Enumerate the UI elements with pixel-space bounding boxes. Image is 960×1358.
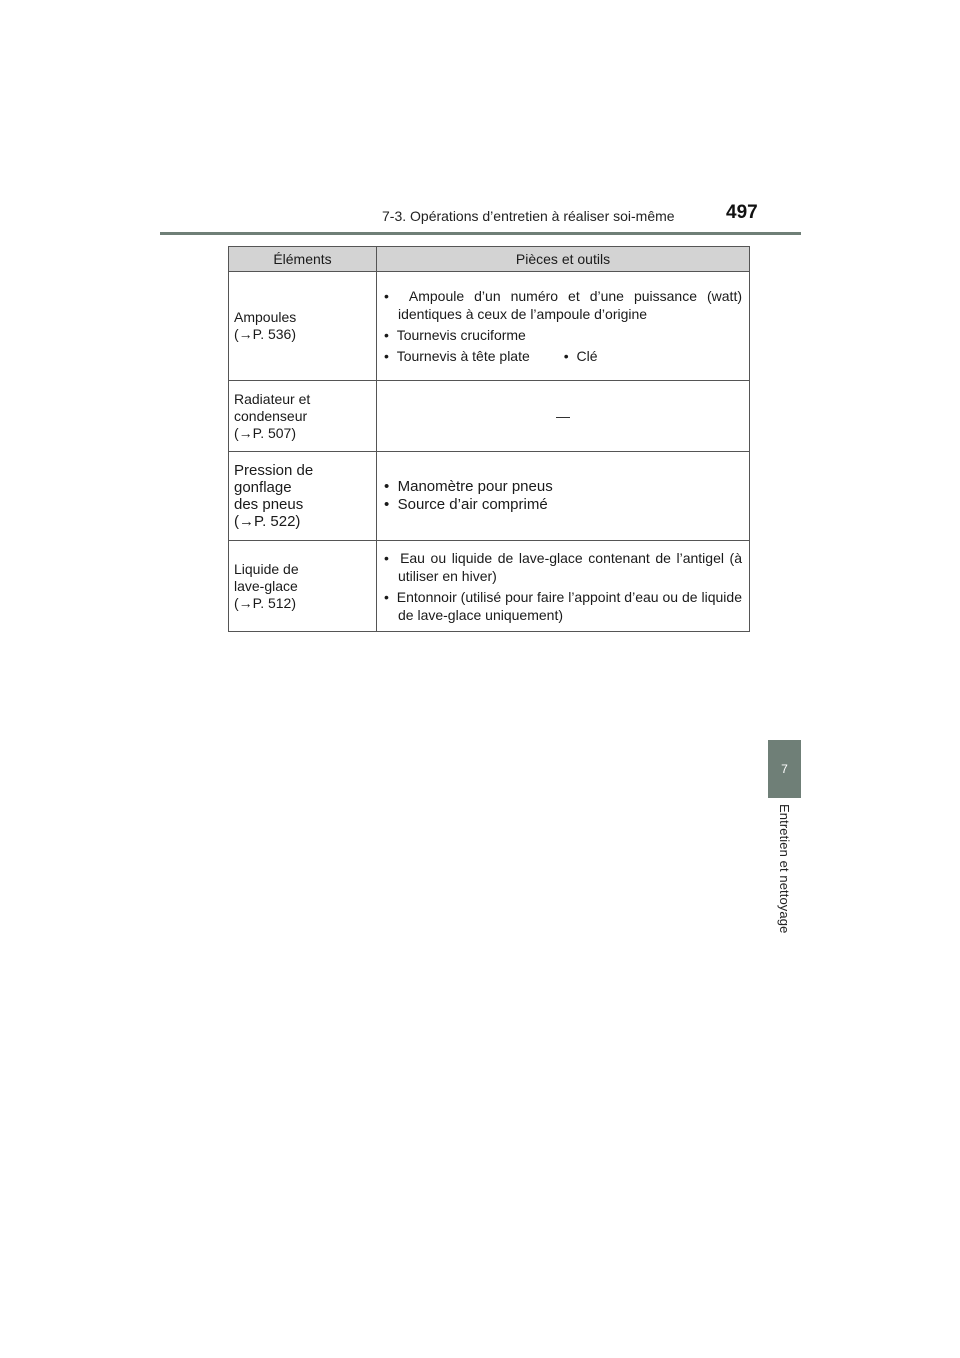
- item-name: gonflage: [234, 479, 292, 496]
- page-reference: (→P. 512): [234, 594, 296, 611]
- tool-item: • Eau ou liquide de lave-glace contenant de l’antigel (à utiliser en hiver): [384, 549, 743, 584]
- item-cell: [229, 541, 377, 632]
- tools-cell: [377, 272, 750, 381]
- item-name: des pneus: [234, 496, 304, 513]
- page-reference: (→P. 536): [234, 326, 296, 342]
- tool-item-inline: • Clé: [563, 348, 598, 364]
- table-row: [229, 541, 750, 632]
- tool-item: • Ampoule d’un numéro et d’une puissance (watt) identiques à ceux de l’ampoule d’origine: [384, 288, 742, 322]
- item-name: lave-glace: [234, 577, 298, 594]
- tool-item: • Source d’air comprimé: [384, 496, 548, 513]
- tools-cell-empty: —: [377, 381, 750, 452]
- section-title: 7-3. Opérations d’entretien à réaliser soi-même: [382, 208, 675, 224]
- item-name: Liquide de: [234, 560, 299, 577]
- tool-item: • Entonnoir (utilisé pour faire l’appoint d’eau ou de liquide de lave-glace uniquement): [384, 588, 742, 623]
- table-row: [229, 381, 750, 452]
- page-number: 497: [726, 202, 758, 223]
- tool-item: • Tournevis à tête plate • Clé: [384, 348, 598, 364]
- item-name: Radiateur et: [234, 390, 311, 407]
- parts-table: [228, 246, 750, 632]
- chapter-tab: 7: [768, 740, 801, 798]
- item-name: Pression de: [234, 462, 314, 479]
- item-cell: [229, 381, 377, 452]
- item-name: condenseur: [234, 407, 308, 424]
- page-reference: (→P. 522): [234, 513, 301, 530]
- item-cell: [229, 272, 377, 381]
- table-header-row: [229, 247, 750, 272]
- item-cell: [229, 452, 377, 541]
- tool-item: • Manomètre pour pneus: [384, 478, 553, 495]
- chapter-title: Entretien et nettoyage: [777, 804, 792, 934]
- column-header-items: Éléments: [229, 247, 377, 272]
- table-row: [229, 272, 750, 381]
- tools-cell: [377, 452, 750, 541]
- item-name: Ampoules: [234, 309, 297, 325]
- column-header-tools: Pièces et outils: [377, 247, 750, 272]
- page-reference: (→P. 507): [234, 424, 296, 441]
- table-row: [229, 452, 750, 541]
- header-divider: [160, 232, 801, 235]
- tool-item: • Tournevis cruciforme: [384, 327, 526, 343]
- tools-cell: [377, 541, 750, 632]
